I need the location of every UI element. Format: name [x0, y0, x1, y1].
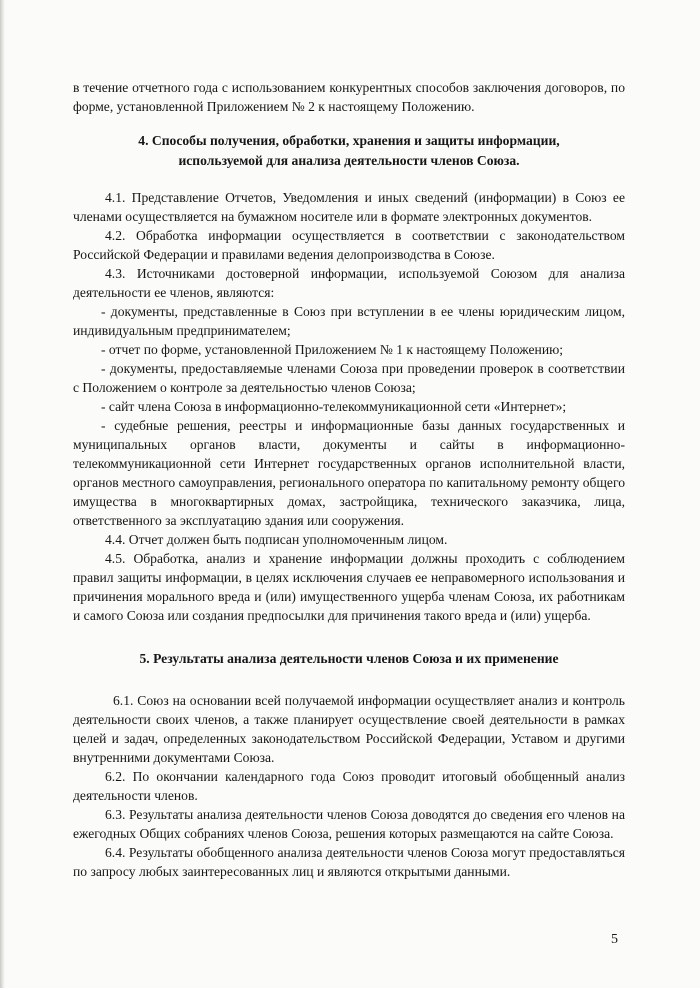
- intro-paragraph: в течение отчетного года с использованием конкурентных способов заключения договоров, по форме, установленной Приложением № 2 к настоящему Положению.: [73, 80, 625, 114]
- list-item-court-decisions: - судебные решения, реестры и информационные базы данных государственных и муниципальных органов власти, документы и сайты в информационно-телекоммуникационной сети Интернет государственных органов исполнительной власти, органов местного самоуправления, регионального оператора по капитальному ремонту общего имущества в многоквартирных домах, застройщика, технического заказчика, лица, ответственного за эксплуатацию здания или сооружения.: [73, 418, 625, 528]
- section-5-heading: 5. Результаты анализа деятельности членов Союза и их применение: [139, 651, 559, 666]
- paragraph-4-3: 4.3. Источниками достоверной информации, используемой Союзом для анализа деятельности ее членов, являются:: [73, 266, 625, 300]
- list-item-documents: - документы, представленные в Союз при вступлении в ее члены юридическим лицом, индивидуальным предпринимателем;: [73, 304, 625, 338]
- list-item-member-website: - сайт члена Союза в информационно-телекоммуникационной сети «Интернет»;: [101, 399, 567, 414]
- paragraph-6-1: 6.1. Союз на основании всей получаемой информации осуществляет анализ и контроль деятельности своих членов, а также планирует осуществление своей деятельности в рамках целей и задач, определенных законодательством Российской Федерации, Уставом и другими внутренними документами Союза.: [73, 693, 625, 765]
- section-4-heading: [73, 131, 625, 171]
- paragraph-4-1: 4.1. Представление Отчетов, Уведомления и иных сведений (информации) в Союз ее членами осуществляется на бумажном носителе или в формате электронных документов.: [73, 190, 625, 224]
- paragraph-4-4: 4.4. Отчет должен быть подписан уполномоченным лицом.: [105, 532, 448, 547]
- document-body: [73, 78, 625, 881]
- section-4-heading-line-2: используемой для анализа деятельности членов Союза.: [178, 153, 520, 168]
- page-number: 5: [611, 932, 618, 947]
- paragraph-4-5: 4.5. Обработка, анализ и хранение информации должны проходить с соблюдением правил защиты информации, в целях исключения случаев ее неправомерного использования и причинения морального вреда и (или) имущественного ущерба членам Союза, их работникам и самого Союза или создания предпосылки для причинения такого вреда и (или) ущерба.: [73, 551, 625, 623]
- section-4-heading-line-1: 4. Способы получения, обработки, хранения и защиты информации,: [138, 133, 560, 148]
- paragraph-6-3: 6.3. Результаты анализа деятельности членов Союза доводятся до сведения его членов на ежегодных Общих собраниях членов Союза, решения которых размещаются на сайте Союза.: [73, 807, 625, 841]
- paragraph-4-2: 4.2. Обработка информации осуществляется в соответствии с законодательством Российской Федерации и правилами ведения делопроизводства в Союзе.: [73, 228, 625, 262]
- list-item-report-form: - отчет по форме, установленной Приложением № 1 к настоящему Положению;: [101, 342, 564, 357]
- paragraph-6-4: 6.4. Результаты обобщенного анализа деятельности членов Союза могут предоставляться по запросу любых заинтересованных лиц и являются открытыми данными.: [73, 845, 625, 879]
- paragraph-6-2: 6.2. По окончании календарного года Союз проводит итоговый обобщенный анализ деятельности членов.: [73, 769, 625, 803]
- scan-page-edge: [0, 0, 5, 988]
- list-item-inspection-documents: - документы, предоставляемые членами Союза при проведении проверок в соответствии с Положением о контроле за деятельностью членов Союза;: [73, 361, 625, 395]
